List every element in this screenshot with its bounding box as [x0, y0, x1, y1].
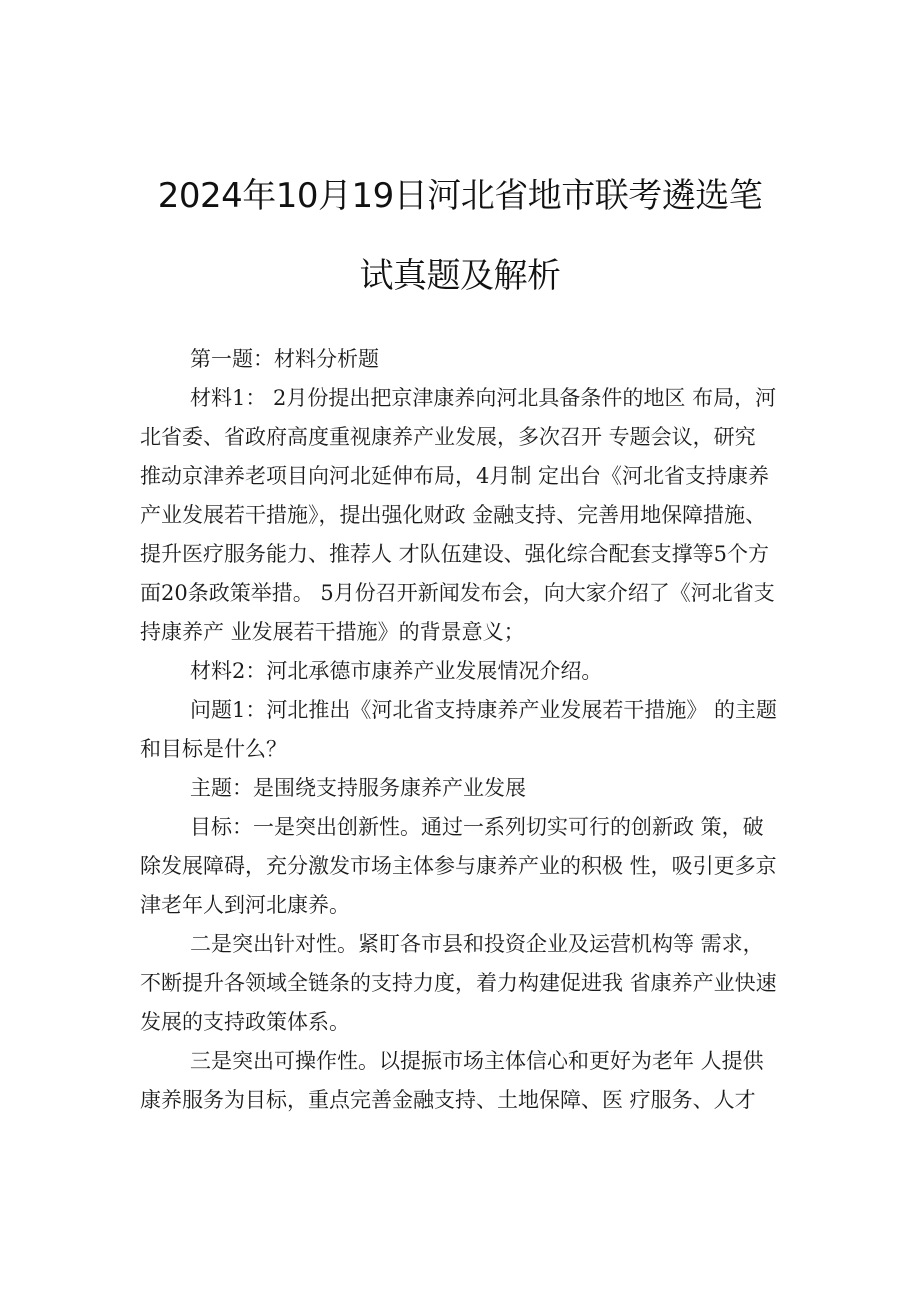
body-line: 三是突出可操作性。以提振市场主体信心和更好为老年 人提供: [190, 1049, 764, 1073]
body-line: 产业发展若干措施》，提出强化财政 金融支持、完善用地保障措施、: [140, 503, 767, 527]
body-line: 发展的支持政策体系。: [140, 1010, 350, 1034]
body-line: 持康养产 业发展若干措施》的背景意义；: [140, 620, 525, 644]
body-line: 材料1： 2月份提出把京津康养向河北具备条件的地区 布局，河: [190, 386, 777, 410]
body-line: 二是突出针对性。紧盯各市县和投资企业及运营机构等 需求，: [190, 932, 764, 956]
document-body: [140, 340, 802, 1120]
body-line: 面20条政策举措。 5月份召开新闻发布会，向大家介绍了《河北省支: [140, 581, 775, 605]
body-line: 康养服务为目标，重点完善金融支持、土地保障、医 疗服务、人才: [140, 1088, 756, 1112]
document-title-line-1: 2024年10月19日河北省地市联考遴选笔: [157, 176, 763, 216]
body-line: 北省委、省政府高度重视康养产业发展，多次召开 专题会议，研究: [140, 425, 756, 449]
body-line: 主题：是围绕支持服务康养产业发展: [190, 776, 526, 800]
body-line: 第一题：材料分析题: [190, 347, 379, 371]
body-line: 和目标是什么？: [140, 737, 287, 761]
body-line: 材料2：河北承德市康养产业发展情况介绍。: [190, 659, 603, 683]
body-line: 不断提升各领域全链条的支持力度，着力构建促进我 省康养产业快速: [140, 971, 777, 995]
body-line: 津老年人到河北康养。: [140, 893, 350, 917]
body-line: 除发展障碍，充分激发市场主体参与康养产业的积极 性，吸引更多京: [140, 854, 777, 878]
body-line: 目标：一是突出创新性。通过一系列切实可行的创新政 策，破: [190, 815, 764, 839]
body-line: 提升医疗服务能力、推荐人 才队伍建设、强化综合配套支撑等5个方: [140, 542, 770, 566]
body-line: 问题1：河北推出《河北省支持康养产业发展若干措施》 的主题: [190, 698, 778, 722]
body-line: 推动京津养老项目向河北延伸布局，4月制 定出台《河北省支持康养: [140, 464, 770, 488]
document-title-line-2: 试真题及解析: [359, 256, 561, 296]
